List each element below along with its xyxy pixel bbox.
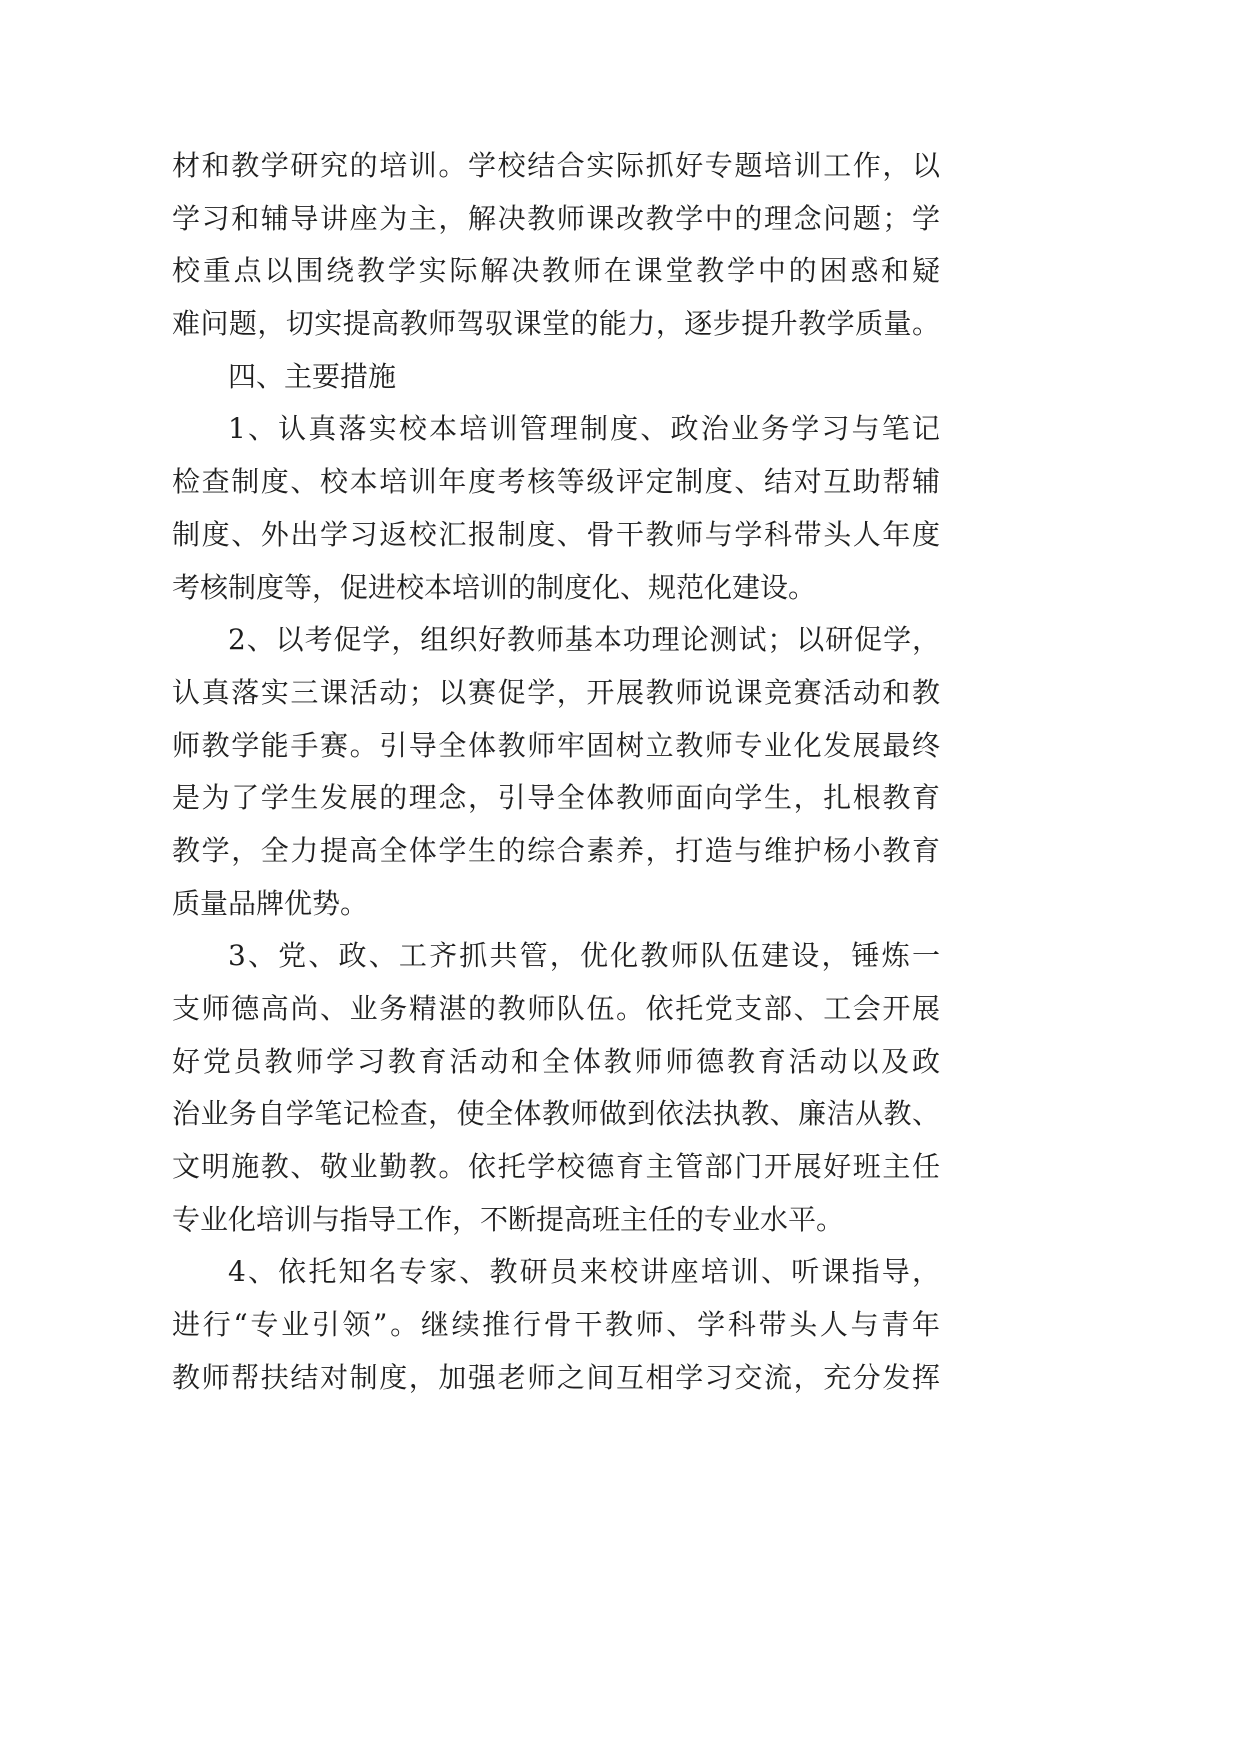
document-body bbox=[172, 140, 940, 1405]
text-line: 1、认真落实校本培训管理制度、政治业务学习与笔记 bbox=[228, 412, 940, 446]
text-line: 考核制度等，促进校本培训的制度化、规范化建设。 bbox=[172, 570, 817, 604]
measure-paragraph-3 bbox=[172, 930, 940, 1246]
text-line: 检查制度、校本培训年度考核等级评定制度、结对互助帮辅 bbox=[172, 465, 940, 499]
text-line: 教学，全力提高全体学生的综合素养，打造与维护杨小教育 bbox=[172, 833, 940, 867]
measure-paragraph-1 bbox=[172, 403, 940, 614]
section-heading: 四、主要措施 bbox=[228, 359, 397, 393]
text-line: 进行“专业引领”。继续推行骨干教师、学科带头人与青年 bbox=[172, 1308, 940, 1342]
text-line: 专业化培训与指导工作，不断提高班主任的专业水平。 bbox=[172, 1202, 845, 1236]
text-line: 学习和辅导讲座为主，解决教师课改教学中的理念问题；学 bbox=[172, 201, 940, 235]
text-line: 教师帮扶结对制度，加强老师之间互相学习交流，充分发挥 bbox=[172, 1360, 940, 1394]
text-line: 师教学能手赛。引导全体教师牢固树立教师专业化发展最终 bbox=[172, 728, 940, 762]
measure-paragraph-4 bbox=[172, 1246, 940, 1404]
text-line: 制度、外出学习返校汇报制度、骨干教师与学科带头人年度 bbox=[172, 517, 940, 551]
intro-paragraph bbox=[172, 140, 940, 351]
text-line: 校重点以围绕教学实际解决教师在课堂教学中的困惑和疑 bbox=[172, 254, 940, 288]
text-line: 材和教学研究的培训。学校结合实际抓好专题培训工作，以 bbox=[172, 149, 940, 182]
text-line: 文明施教、敬业勤教。依托学校德育主管部门开展好班主任 bbox=[172, 1150, 940, 1184]
measure-paragraph-2 bbox=[172, 614, 940, 930]
text-line: 4、依托知名专家、教研员来校讲座培训、听课指导， bbox=[228, 1255, 940, 1289]
text-line: 2、以考促学，组织好教师基本功理论测试；以研促学， bbox=[228, 623, 940, 657]
text-line: 认真落实三课活动；以赛促学，开展教师说课竞赛活动和教 bbox=[172, 675, 940, 709]
text-line: 支师德高尚、业务精湛的教师队伍。依托党支部、工会开展 bbox=[172, 992, 940, 1025]
section-heading-paragraph bbox=[172, 351, 940, 404]
text-line: 好党员教师学习教育活动和全体教师师德教育活动以及政 bbox=[172, 1044, 940, 1078]
text-line: 是为了学生发展的理念，引导全体教师面向学生，扎根教育 bbox=[172, 781, 940, 815]
text-line: 质量品牌优势。 bbox=[172, 886, 369, 920]
text-line: 3、党、政、工齐抓共管，优化教师队伍建设，锤炼一 bbox=[228, 939, 940, 973]
text-line: 治业务自学笔记检查，使全体教师做到依法执教、廉洁从教、 bbox=[172, 1097, 940, 1131]
text-line: 难问题，切实提高教师驾驭课堂的能力，逐步提升教学质量。 bbox=[172, 307, 940, 341]
